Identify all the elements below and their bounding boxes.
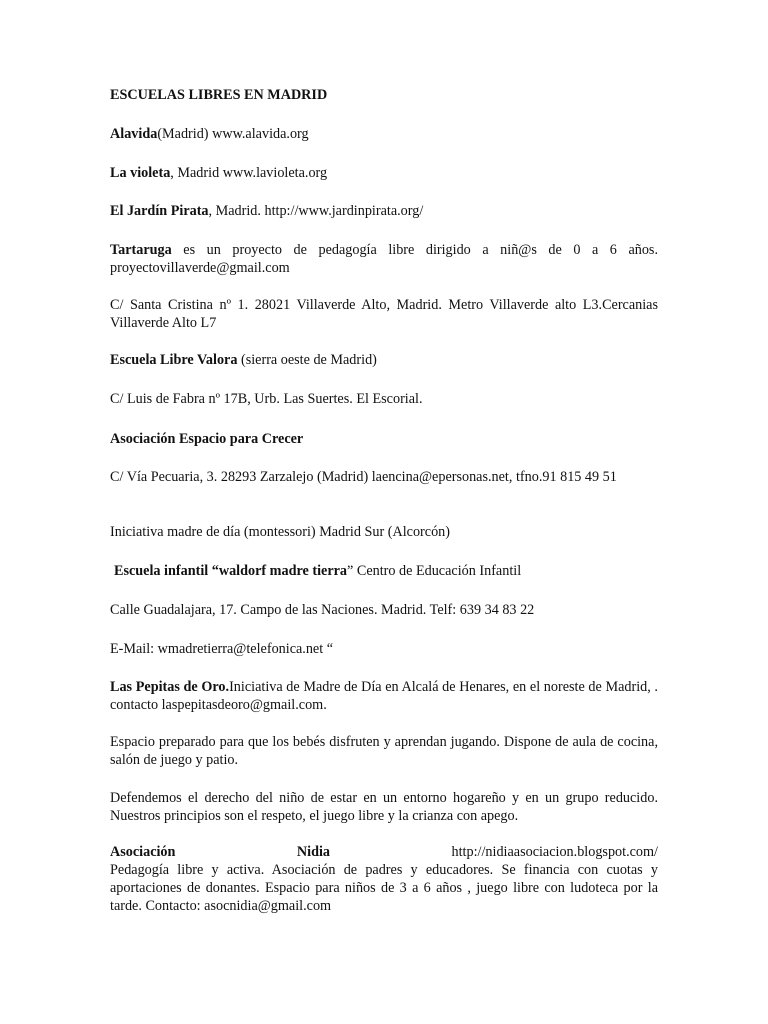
entry-pepitas	[110, 678, 658, 714]
entry-waldorf	[114, 562, 662, 580]
entry-text: (sierra oeste de Madrid)	[237, 352, 377, 368]
nidia-header-line	[110, 843, 658, 861]
tartaruga-address: C/ Santa Cristina nº 1. 28021 Villaverde Alto, Madrid. Metro Villaverde alto L3.Cercanias Villaverde Alto L7	[110, 297, 658, 331]
entry-jardin-pirata	[110, 202, 658, 220]
pepitas-principles: Defendemos el derecho del niño de estar en un entorno hogareño y en un grupo reducido. Nuestros principios son el respeto, el juego libre y la crianza con apego.	[110, 790, 658, 824]
espacio-crecer-address: C/ Vía Pecuaria, 3. 28293 Zarzalejo (Madrid) laencina@epersonas.net, tfno.91 815 49 51	[110, 469, 617, 485]
entry-espacio-crecer: Asociación Espacio para Crecer	[110, 431, 304, 447]
document-title: ESCUELAS LIBRES EN MADRID	[110, 87, 328, 103]
entry-name: La violeta	[110, 165, 171, 181]
entry-name: Alavida	[110, 126, 158, 142]
entry-name: Escuela infantil “waldorf madre tierra	[114, 563, 348, 579]
entry-text: ” Centro de Educación Infantil	[347, 563, 522, 579]
entry-alavida	[110, 125, 658, 143]
entry-nidia	[110, 843, 658, 915]
waldorf-address: Calle Guadalajara, 17. Campo de las Naciones. Madrid. Telf: 639 34 83 22	[110, 602, 535, 618]
nidia-word-asociacion: Asociación	[110, 844, 176, 860]
entry-valora	[110, 351, 658, 369]
entry-text: (Madrid) www.alavida.org	[157, 126, 309, 142]
waldorf-email: E-Mail: wmadretierra@telefonica.net “	[110, 641, 334, 657]
entry-montessori: Iniciativa madre de día (montessori) Madrid Sur (Alcorcón)	[110, 524, 450, 540]
entry-text: , Madrid. http://www.jardinpirata.org/	[208, 203, 424, 219]
entry-tartaruga	[110, 241, 658, 277]
nidia-url: http://nidiaasociacion.blogspot.com/	[451, 844, 658, 860]
entry-text: , Madrid www.lavioleta.org	[170, 165, 328, 181]
nidia-word-nidia: Nidia	[296, 844, 331, 860]
valora-address: C/ Luis de Fabra nº 17B, Urb. Las Suertes. El Escorial.	[110, 391, 423, 407]
entry-text: Iniciativa de Madre de Día en Alcalá de Henares, en el noreste de Madrid, . contacto laspepitasdeoro@gmail.com.	[110, 679, 658, 713]
pepitas-description: Espacio preparado para que los bebés disfruten y aprendan jugando. Dispone de aula de cocina, salón de juego y patio.	[110, 734, 658, 768]
entry-name: Las Pepitas de Oro.	[110, 679, 230, 695]
entry-la-violeta	[110, 164, 658, 182]
nidia-body: Pedagogía libre y activa. Asociación de padres y educadores. Se financia con cuotas y aportaciones de donantes. Espacio para niños de 3 a 6 años , juego libre con ludoteca por la tarde. Contacto: asocnidia@gmail.com	[110, 862, 658, 914]
entry-name: El Jardín Pirata	[110, 203, 209, 219]
entry-name: Escuela Libre Valora	[110, 352, 238, 368]
entry-text: es un proyecto de pedagogía libre dirigido a niñ@s de 0 a 6 años. proyectovillaverde@gmail.com	[110, 242, 658, 276]
entry-name: Tartaruga	[110, 242, 172, 258]
